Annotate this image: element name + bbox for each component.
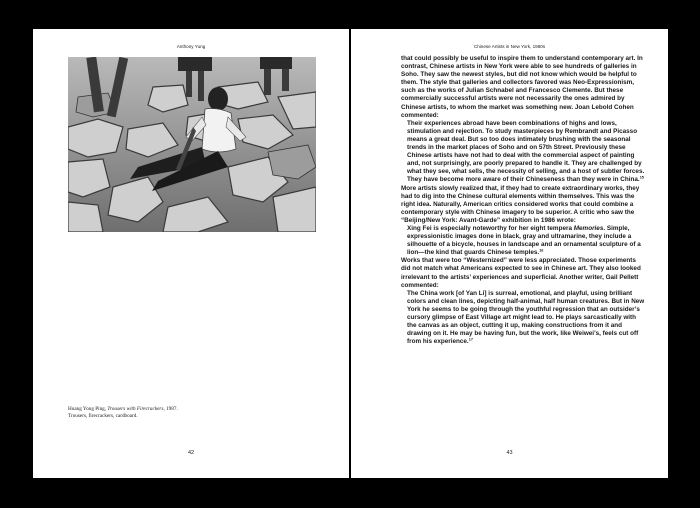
page-number-right: 43 (506, 450, 513, 456)
running-head-left: Anthony Yung (176, 44, 206, 49)
footnote-ref: 17 (468, 337, 473, 342)
paragraph: More artists slowly realized that, if they had to create extraordinary works, they had to dig into the Chinese cultural elements within themselves. This was the right idea. Naturally, American critics considered works that could combine a contemporary style with Chinese imagery to be superior. A critic who saw the “Beijing/New York: Avant-Garde” exhibition in 1986 wrote: (401, 184, 640, 224)
caption-year: , 1987. (163, 406, 178, 412)
body-text (401, 55, 645, 346)
photo-caption (68, 406, 218, 420)
photograph-trousers-with-firecrackers (68, 57, 316, 232)
paragraph: Works that were too “Westernized” were less appreciated. Those experiments did not match what Americans expected to see in Chinese art. They also looked irrelevant to the artists’ experiences and superficial. Another writer, Gail Pellett commented: (401, 257, 641, 289)
block-quote: The China work [of Yan Li] is surreal, emotional, and playful, using brilliant colors and clean lines, depicting half-animal, half human creatures. But in New York he seems to be going through the youthful regression that an outsider’s cursory glimpse of East Village art might lead to. He plays sarcastically with the canvas as an object, cutting it up, making constructions from it and drawing on it. He may be having fun, but the work, like Weiwei’s, feels cut off from his experience.$^{17}$ (407, 289, 645, 346)
footnote-ref: 16 (539, 248, 544, 253)
footnote-ref: 15 (639, 175, 644, 180)
paragraph: that could possibly be useful to inspire them to understand contemporary art. In contrast, Chinese artists in New York were able to see hundreds of galleries in Soho. They saw the newest styles, but did not know which would be helpful to them. The style that galleries and collectors favored was Neo-Expressionism, such as the works of Julian Schnabel and Francesco Clemente. But these commercially successful artists were not necessarily the ones admired by Chinese artists, to whom the market was something new. Joan Lebold Cohen commented: (401, 55, 643, 119)
photo-illustration (68, 57, 316, 232)
block-quote: Their experiences abroad have been combinations of highs and lows, stimulation and rejection. To study masterpieces by Rembrandt and Picasso means a great deal. But so too does intimately brushing with the seasonal trends in the market places of Soho and on 57th Street. Previously these Chinese artists have not had to deal with the commercial aspect of painting and, not surprisingly, are poorly prepared to handle it. They are challenged by what they see, what sells, the necessity of selling, and a host of subtler forces. They have become more aware of their Chineseness than they were in China.$^{15}$ (407, 119, 645, 184)
page-number-left: 42 (187, 450, 195, 456)
caption-title: Trousers with Firecrackers (107, 406, 164, 412)
running-head-right: Chinese Artists in New York, 1980s (473, 44, 546, 49)
left-page (33, 29, 349, 478)
quote-emphasis: Memories (573, 224, 604, 232)
caption-medium: Trousers, firecrackers, cardboard. (68, 412, 138, 419)
block-quote: Xing Fei is especially noteworthy for her eight tempera Memories. Simple, expressionistic images done in black, gray and ultramarine, they include a silhouette of a bicycle, houses in landscape and an ornamental sculpture of a lion—the kind that guards Chinese temples.$^{16}$ (407, 224, 641, 257)
caption-artist: Huang Yong Ping, (68, 406, 107, 412)
right-page (351, 29, 668, 478)
